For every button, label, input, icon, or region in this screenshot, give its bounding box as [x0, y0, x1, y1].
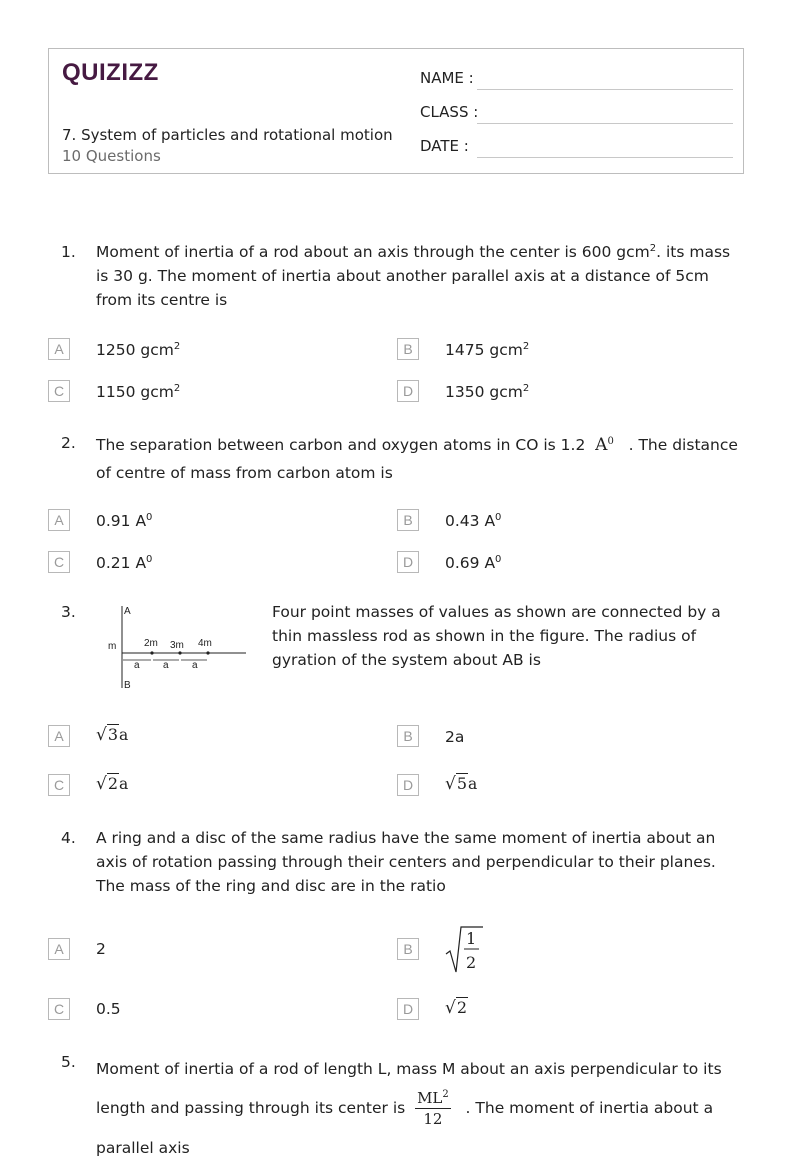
mass-dot: [150, 651, 153, 654]
question-number: 3.: [61, 603, 76, 621]
option-text[interactable]: 0.91 $A^0$: [96, 511, 153, 530]
option-text[interactable]: 1350 gcm$^2$: [445, 382, 530, 401]
mass-dot: [206, 651, 209, 654]
option-text[interactable]: 0.21 $A^0$: [96, 553, 153, 572]
option-letter[interactable]: D: [397, 380, 419, 402]
worksheet-header: [48, 48, 744, 174]
question-text: Four point masses of values as shown are connected by a thin massless rod as shown in the figure. The radius of gyration of the system about AB is: [272, 603, 721, 669]
option-letter[interactable]: C: [48, 774, 70, 796]
option-text[interactable]: 1150 gcm$^2$: [96, 382, 181, 401]
spacing-label: a: [134, 660, 140, 671]
option-letter[interactable]: C: [48, 998, 70, 1020]
spacing-label: a: [192, 660, 198, 671]
mass-label: 2m: [144, 638, 158, 649]
option-text[interactable]: 2: [96, 940, 106, 958]
option-text[interactable]: 0.43 $A^0$: [445, 511, 502, 530]
option-text[interactable]: 0.5: [96, 1000, 121, 1018]
option-letter[interactable]: A: [48, 938, 70, 960]
date-label: DATE :: [420, 137, 469, 155]
name-line[interactable]: [477, 89, 733, 90]
option-text[interactable]: √2: [445, 998, 468, 1018]
option-text[interactable]: √3a: [96, 725, 129, 745]
option-letter[interactable]: A: [48, 725, 70, 747]
option-letter[interactable]: B: [397, 725, 419, 747]
mass-label: m: [108, 641, 117, 652]
option-letter[interactable]: D: [397, 774, 419, 796]
class-label: CLASS :: [420, 103, 479, 121]
mass-label: 3m: [170, 640, 184, 651]
axis-label-top: A: [124, 606, 131, 617]
option-letter[interactable]: D: [397, 551, 419, 573]
rod-masses-figure: [100, 600, 250, 692]
option-letter[interactable]: B: [397, 938, 419, 960]
question-number: 1.: [61, 243, 76, 261]
option-letter[interactable]: B: [397, 338, 419, 360]
question-number: 2.: [61, 434, 76, 452]
mass-dot: [178, 651, 181, 654]
question-text: Moment of inertia of a rod about an axis through the center is 600 gcm$^2$. its mass is 30 g. The moment of inertia about another parallel axis at a distance of 5cm from its centre is: [96, 242, 731, 309]
option-letter[interactable]: C: [48, 551, 70, 573]
worksheet-title: 7. System of particles and rotational motion: [62, 126, 393, 144]
question-text: The separation between carbon and oxygen atoms in CO is 1.2 $A^0$ . The distance of centre of mass from carbon atom is: [96, 435, 738, 482]
option-text[interactable]: 1475 gcm$^2$: [445, 340, 530, 359]
question-text: Moment of inertia of a rod of length L, mass M about an axis perpendicular to its length and passing through its center is $\frac{ML^2}{12}$ . The moment of inertia about a parallel axis: [96, 1060, 722, 1157]
option-letter[interactable]: B: [397, 509, 419, 531]
question-text: A ring and a disc of the same radius have the same moment of inertia about an axis of rotation passing through their centers and perpendicular to their planes. The mass of the ring and disc are in the ratio: [96, 829, 716, 895]
sqrt-fraction: [445, 924, 485, 976]
class-line[interactable]: [477, 123, 733, 124]
spacing-label: a: [163, 660, 169, 671]
option-text[interactable]: √2a: [96, 774, 129, 794]
fraction-numerator: 1: [466, 929, 477, 948]
fraction-denominator: 2: [466, 953, 477, 972]
option-text[interactable]: 1250 gcm$^2$: [96, 340, 181, 359]
question-count: 10 Questions: [62, 147, 161, 165]
option-text[interactable]: [445, 924, 485, 983]
option-text[interactable]: √5a: [445, 774, 478, 794]
axis-label-bottom: B: [124, 680, 131, 691]
option-text[interactable]: 0.69 $A^0$: [445, 553, 502, 572]
mass-label: 4m: [198, 638, 212, 649]
date-line[interactable]: [477, 157, 733, 158]
fraction: $\frac{ML^2}{12}$: [417, 1089, 449, 1128]
question-number: 4.: [61, 829, 76, 847]
question-number: 5.: [61, 1053, 76, 1071]
option-letter[interactable]: C: [48, 380, 70, 402]
option-letter[interactable]: D: [397, 998, 419, 1020]
quizizz-logo: QUIZIZZ: [62, 59, 159, 86]
angstrom-symbol: A: [595, 435, 608, 455]
option-letter[interactable]: A: [48, 509, 70, 531]
name-label: NAME :: [420, 69, 474, 87]
option-text[interactable]: 2a: [445, 728, 465, 746]
option-letter[interactable]: A: [48, 338, 70, 360]
